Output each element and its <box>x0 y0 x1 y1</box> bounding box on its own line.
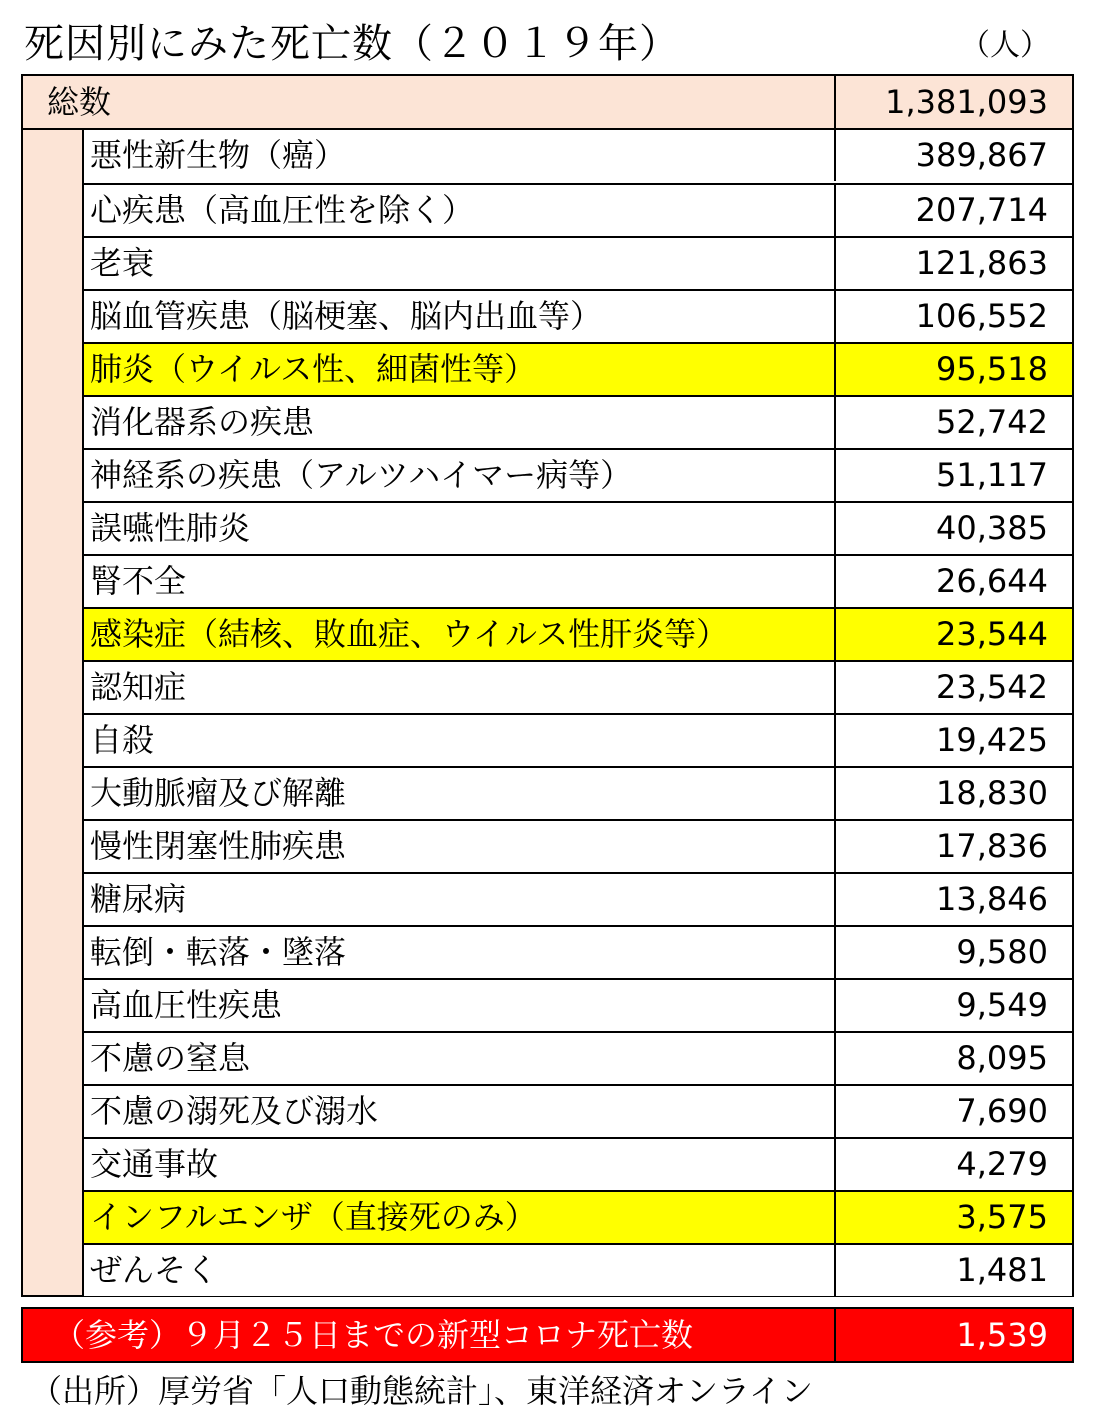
table-row <box>82 448 1072 501</box>
cause-label: 老衰 <box>90 244 155 282</box>
cause-label: 不慮の溺死及び溺水 <box>90 1092 379 1130</box>
cause-label: 不慮の窒息 <box>90 1039 251 1077</box>
death-count: 9,549 <box>834 980 1072 1031</box>
cause-label: 脳血管疾患（脳梗塞、脳内出血等） <box>90 297 603 335</box>
table-row <box>82 819 1072 872</box>
reference-row <box>21 1307 1074 1363</box>
unit-label: （人） <box>960 28 1050 63</box>
cause-label: 消化器系の疾患 <box>90 403 315 441</box>
cause-label: 腎不全 <box>90 562 187 600</box>
cause-label: ぜんそく <box>90 1251 219 1289</box>
table-row <box>82 554 1072 607</box>
table-row <box>82 130 1072 183</box>
table-row <box>82 660 1072 713</box>
cause-rows <box>82 130 1072 1296</box>
death-count: 4,279 <box>834 1139 1072 1190</box>
death-count: 7,690 <box>834 1086 1072 1137</box>
table-row <box>82 236 1072 289</box>
death-count: 26,644 <box>834 556 1072 607</box>
death-causes-table <box>21 74 1074 1297</box>
cause-label: 心疾患（高血圧性を除く） <box>90 191 475 229</box>
death-count: 18,830 <box>834 768 1072 819</box>
table-row <box>82 395 1072 448</box>
cause-label: 転倒・転落・墜落 <box>90 933 347 971</box>
cause-label: 自殺 <box>90 721 155 759</box>
death-count: 3,575 <box>834 1192 1072 1243</box>
death-count: 9,580 <box>834 927 1072 978</box>
death-count: 17,836 <box>834 821 1072 872</box>
death-count: 8,095 <box>834 1033 1072 1084</box>
total-value: 1,381,093 <box>834 76 1072 128</box>
death-count: 389,867 <box>834 130 1072 181</box>
death-count: 51,117 <box>834 450 1072 501</box>
page-title: 死因別にみた死亡数（２０１９年） <box>24 21 680 67</box>
cause-label: 神経系の疾患（アルツハイマー病等） <box>90 456 633 494</box>
table-row <box>82 978 1072 1031</box>
cause-label: 高血圧性疾患 <box>90 986 283 1024</box>
death-count: 95,518 <box>834 344 1072 395</box>
table-row <box>82 342 1072 395</box>
table-row <box>82 501 1072 554</box>
cause-label: 慢性閉塞性肺疾患 <box>90 827 347 865</box>
death-count: 40,385 <box>834 503 1072 554</box>
table-row <box>82 607 1072 660</box>
cause-label: インフルエンザ（直接死のみ） <box>90 1198 537 1236</box>
table-row <box>82 183 1072 236</box>
reference-value: 1,539 <box>834 1309 1072 1361</box>
table-row <box>82 1031 1072 1084</box>
death-count: 19,425 <box>834 715 1072 766</box>
cause-label: 感染症（結核、敗血症、ウイルス性肝炎等） <box>90 615 729 653</box>
death-count: 1,481 <box>834 1245 1072 1296</box>
table-row <box>82 925 1072 978</box>
table-row <box>82 1084 1072 1137</box>
cause-label: 肺炎（ウイルス性、細菌性等） <box>90 350 537 388</box>
table-row <box>82 713 1072 766</box>
table-row <box>82 289 1072 342</box>
total-label: 総数 <box>47 83 112 121</box>
table-row <box>82 872 1072 925</box>
death-count: 52,742 <box>834 397 1072 448</box>
table-row <box>82 766 1072 819</box>
table-row <box>82 1243 1072 1296</box>
cause-label: 糖尿病 <box>90 880 187 918</box>
table-row <box>82 1190 1072 1243</box>
cause-label: 交通事故 <box>90 1145 219 1183</box>
death-count: 121,863 <box>834 238 1072 289</box>
cause-label: 認知症 <box>90 668 187 706</box>
total-row <box>23 76 1072 130</box>
cause-label: 大動脈瘤及び解離 <box>90 774 347 812</box>
source-note: （出所）厚労省「人口動態統計」、東洋経済オンライン <box>30 1372 814 1410</box>
cause-label: 誤嚥性肺炎 <box>90 509 251 547</box>
table-row <box>82 1137 1072 1190</box>
death-count: 207,714 <box>834 185 1072 236</box>
cause-label: 悪性新生物（癌） <box>90 136 347 174</box>
death-count: 23,544 <box>834 609 1072 660</box>
reference-label: （参考）９月２５日までの新型コロナ死亡数 <box>53 1316 694 1354</box>
death-count: 13,846 <box>834 874 1072 925</box>
death-count: 106,552 <box>834 291 1072 342</box>
death-count: 23,542 <box>834 662 1072 713</box>
